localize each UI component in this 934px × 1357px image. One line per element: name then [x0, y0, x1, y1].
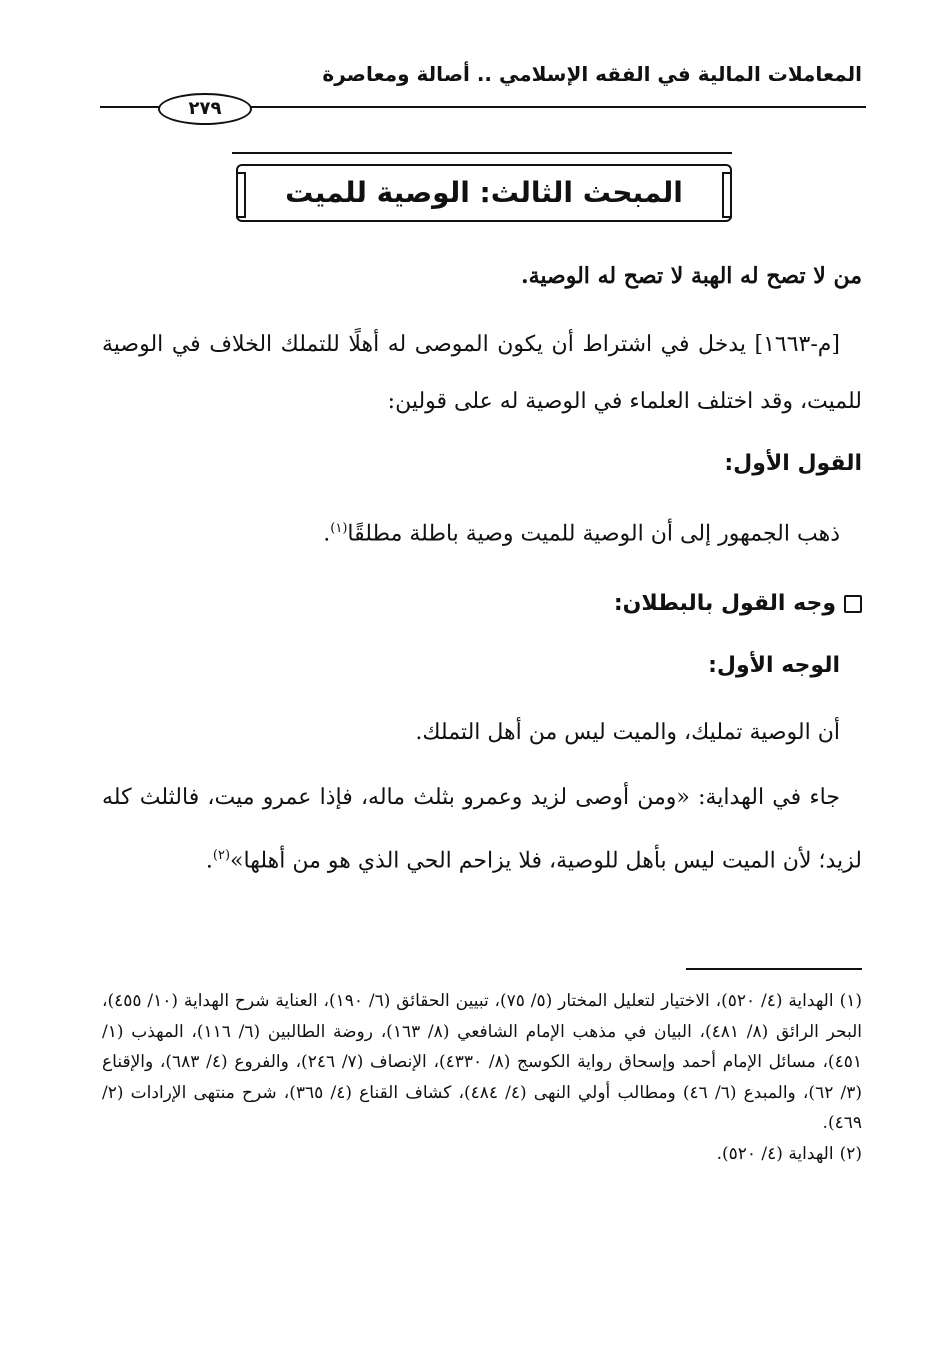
first-opinion-paragraph [102, 496, 862, 567]
footnote-number: (٢) [839, 1143, 862, 1164]
footnote-2 [102, 1139, 862, 1170]
page-number: ٢٧٩ [158, 93, 252, 125]
first-opinion-end: . [323, 521, 331, 547]
square-bullet-icon [844, 595, 862, 613]
title-top-rule [232, 152, 732, 154]
footnote-text: الهداية (٤/ ٥٢٠). [716, 1143, 834, 1164]
reason-heading: وجه القول بالبطلان: [613, 591, 836, 617]
first-aspect-heading: الوجه الأول: [708, 653, 840, 679]
first-aspect-text: أن الوصية تمليك، والميت ليس من أهل التملك. [415, 720, 840, 746]
main-text [102, 250, 862, 891]
footnote-number: (١) [839, 991, 862, 1011]
first-opinion-text: ذهب الجمهور إلى أن الوصية للميت وصية باطلة مطلقًا [347, 521, 840, 547]
footnote-separator [686, 968, 862, 970]
running-header-title: المعاملات المالية في الفقه الإسلامي .. أصالة ومعاصرة [322, 62, 862, 86]
footnote-1 [102, 986, 862, 1139]
hidaya-quote-text: جاء في الهداية: «ومن أوصى لزيد وعمرو بثلث ماله، فإذا عمرو ميت، فالثلث كله لزيد؛ لأن الميت ليس بأهل للوصية، فلا يزاحم الحي الذي هو من أهلها» [102, 785, 862, 874]
section-title: المبحث الثالث: الوصية للميت [285, 176, 683, 209]
hidaya-quote-paragraph [102, 769, 862, 890]
footnote-ref-1: (١) [330, 521, 348, 536]
footnote-ref-2: (٢) [212, 848, 231, 864]
paragraph-1: [م-١٦٦٣] يدخل في اشتراط أن يكون الموصى له أهلًا للتملك الخلاف في الوصية للميت، وقد اختلف العلماء في الوصية له على قولين: [102, 332, 862, 414]
footnote-text: الهداية (٤/ ٥٢٠)، الاختيار لتعليل المختار (٥/ ٧٥)، تبيين الحقائق (٦/ ١٩٠)، العناية شرح الهداية (١٠/ ٤٥٥)، البحر الرائق (٨/ ٤٨١)، البيان في مذهب الإمام الشافعي (٨/ ١٦٣)، روضة الطالبين (٦/ ١١٦)، المهذب (١/ ٤٥١)، مسائل الإمام أحمد وإسحاق رواية الكوسج (٨/ ٤٣٣٠)، الإنصاف (٧/ ٢٤٦)، والفروع (٤/ ٦٨٣)، والإقناع (٣/ ٦٢)، والمبدع (٦/ ٤٦) ومطالب أولي النهى (٤/ ٤٨٤)، كشاف القناع (٤/ ٣٦٥)، شرح منتهى الإرادات (٢/ ٤٦٩). [102, 991, 862, 1133]
reason-heading-line [102, 573, 862, 635]
intro-line: من لا تصح له الهبة لا تصح له الوصية. [520, 263, 862, 289]
hidaya-quote-end: . [205, 848, 213, 874]
first-opinion-heading: القول الأول: [724, 451, 862, 476]
footnotes [102, 986, 862, 1169]
